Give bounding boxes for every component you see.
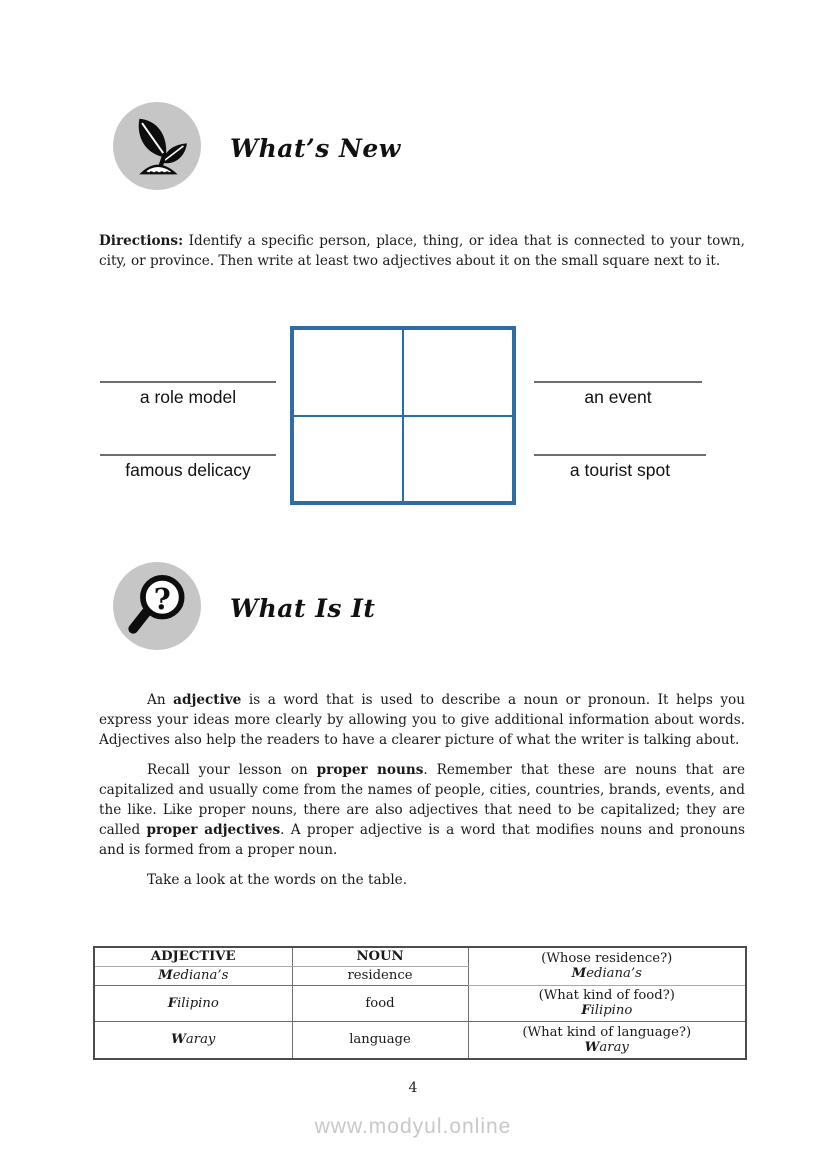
answer-initial: M	[571, 966, 587, 982]
table-cell-noun: residence	[292, 966, 468, 985]
answer-label-text: an event	[584, 387, 652, 407]
directions-block	[99, 231, 745, 281]
p2-text: . Remember that these are nouns that are capitalized and usually come from the names of people, cities, countries, brands, events, and the like. Like proper nouns, there are also adjectives that need to be capitalized; they are called	[99, 762, 745, 838]
usage-answer	[473, 966, 742, 981]
label-an-event	[534, 381, 702, 408]
grid-cell-bottom-right	[403, 416, 513, 503]
p1-text: is a word that is used to describe a noun or pronoun. It helps you express your ideas more clearly by allowing you to give additional information about words. Adjectives also help the readers to have a clearer picture of what the writer is talking about.	[99, 692, 745, 748]
page-number: 4	[408, 1080, 418, 1096]
label-role-model	[100, 381, 276, 408]
answer-initial: W	[584, 1039, 600, 1055]
adjective-initial: F	[167, 995, 178, 1011]
grid-cell-top-left	[293, 329, 403, 416]
answer-line	[100, 381, 276, 383]
adjective-writing-grid	[290, 326, 516, 505]
adjective-initial: M	[158, 968, 173, 983]
table-cell-adjective	[94, 966, 292, 985]
answer-initial: F	[581, 1003, 591, 1018]
label-famous-delicacy	[100, 454, 276, 481]
p2-text: . A proper adjective is a word that modifies nouns and pronouns and is formed from a proper noun.	[99, 822, 745, 858]
adjective-rest: ilipino	[177, 995, 219, 1011]
answer-label-text: a role model	[139, 387, 237, 407]
answer-line	[534, 454, 706, 456]
answer-label-text: famous delicacy	[125, 460, 251, 480]
answer-rest: aray	[599, 1039, 629, 1055]
paragraph-adjective	[99, 690, 745, 750]
p2-text: Recall your lesson on	[147, 762, 317, 778]
directions-label: Directions:	[99, 233, 184, 249]
section-header-what-is-it	[113, 562, 376, 650]
table-header-adjective: ADJECTIVE	[94, 947, 292, 966]
usage-question: (What kind of food?)	[538, 988, 675, 1003]
whats-new-title: What’s New	[230, 134, 401, 163]
usage-question: (Whose residence?)	[541, 951, 673, 967]
grid-cell-bottom-left	[293, 416, 403, 503]
adjective-rest: aray	[185, 1032, 216, 1048]
directions-text: Identify a specific person, place, thing, or idea that is connected to your town, city, or province. Then write at least two adjectives about it on the small square next to it.	[99, 233, 745, 269]
p2-bold-proper-adjectives: proper adjectives	[146, 822, 281, 838]
answer-line	[100, 454, 276, 456]
watermark: www.modyul.online	[314, 1115, 512, 1138]
what-is-it-title: What Is It	[230, 594, 376, 623]
seedling-icon	[113, 102, 201, 190]
paragraph-proper-nouns	[99, 760, 745, 860]
p1-bold-adjective: adjective	[173, 692, 242, 708]
usage-answer	[473, 1040, 742, 1055]
table-cell-adjective	[94, 1021, 292, 1059]
answer-line	[534, 381, 702, 383]
table-cell-usage-residence	[468, 947, 746, 985]
section-header-whats-new	[113, 102, 401, 190]
table-header-row	[94, 947, 746, 966]
label-tourist-spot	[534, 454, 706, 481]
lesson-text	[99, 690, 745, 900]
paragraph-take-a-look: Take a look at the words on the table.	[147, 872, 408, 888]
usage-answer	[473, 1003, 742, 1018]
answer-rest: ediana’s	[586, 966, 642, 982]
adjective-rest: ediana’s	[172, 968, 229, 983]
magnifier-question-icon	[113, 562, 201, 650]
p2-bold-proper-nouns: proper nouns	[316, 762, 424, 778]
table-cell-usage-language	[468, 1021, 746, 1059]
table-cell-adjective	[94, 985, 292, 1021]
adjective-initial: W	[171, 1032, 186, 1048]
table-row	[94, 985, 746, 1021]
table-cell-usage-food	[468, 985, 746, 1021]
table-row	[94, 1021, 746, 1059]
svg-text:?: ?	[153, 581, 171, 616]
directions-paragraph	[99, 231, 745, 271]
usage-question: (What kind of language?)	[522, 1024, 692, 1040]
table-header-noun: NOUN	[292, 947, 468, 966]
activity-diagram	[0, 315, 826, 515]
p1-text: An	[147, 692, 174, 708]
grid-cell-top-right	[403, 329, 513, 416]
proper-adjective-table	[93, 946, 747, 1060]
answer-label-text: a tourist spot	[569, 460, 671, 480]
table-cell-noun: language	[292, 1021, 468, 1059]
table-cell-noun: food	[292, 985, 468, 1021]
answer-rest: ilipino	[590, 1003, 633, 1018]
